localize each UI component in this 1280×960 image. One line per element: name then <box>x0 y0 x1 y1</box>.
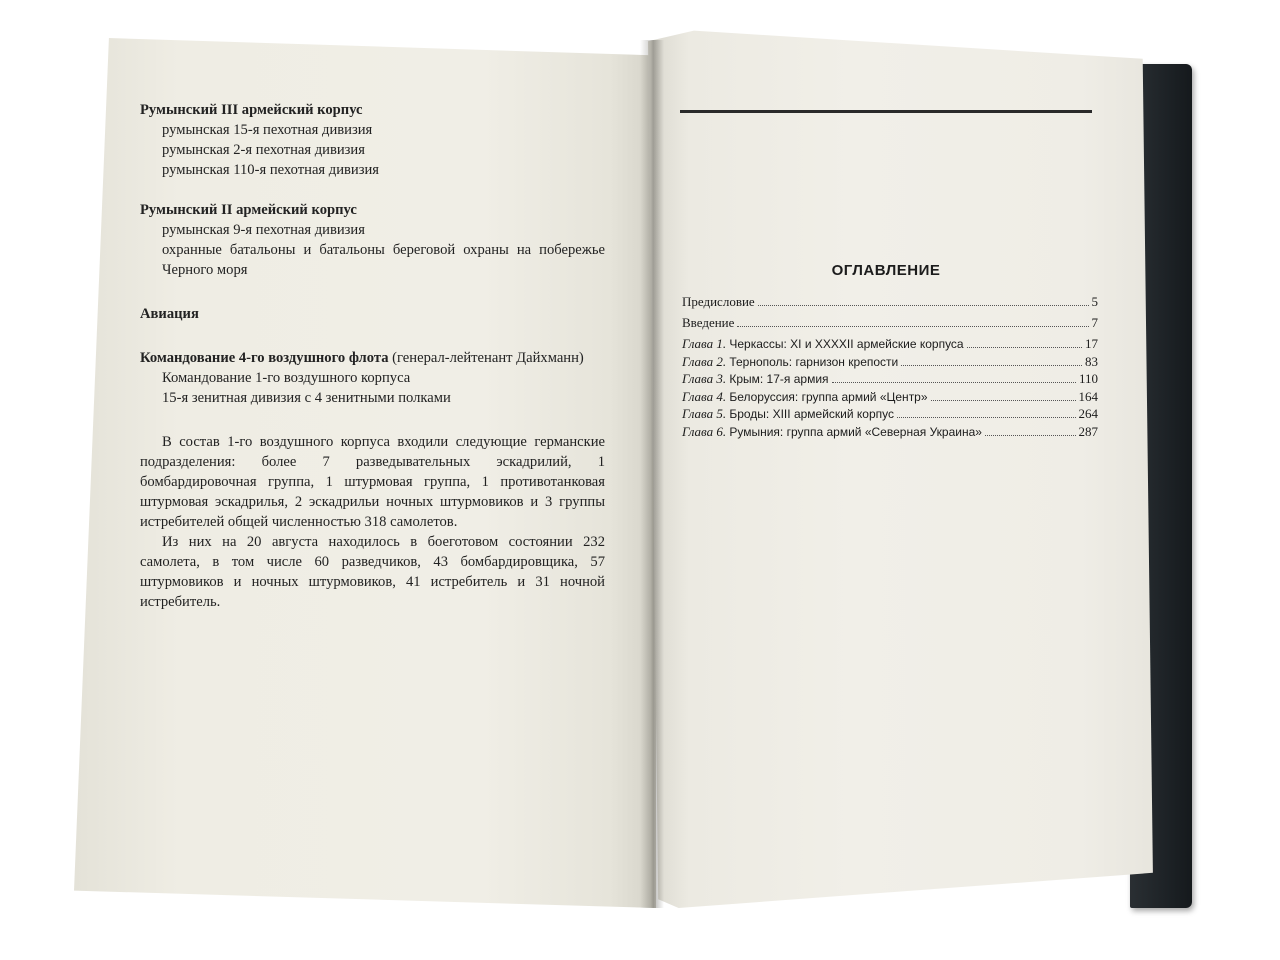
toc-leader-dots <box>931 400 1076 401</box>
toc-entry-title: Введение <box>682 315 735 330</box>
table-of-contents <box>682 294 1098 441</box>
air-fleet-commander: (генерал-лейтенант Дайхманн) <box>388 350 584 366</box>
toc-entry-title: Броды: XIII армейский корпус <box>729 407 894 421</box>
toc-entry <box>682 294 1098 315</box>
toc-leader-dots <box>967 347 1082 348</box>
coastal-guard-item: охранные батальоны и батальоны береговой охраны на побережье Черного моря <box>162 242 605 278</box>
toc-entry-title: Крым: 17-я армия <box>729 372 829 386</box>
toc-chapter-label: Глава 6. <box>682 423 727 439</box>
toc-title: ОГЛАВЛЕНИЕ <box>831 262 941 279</box>
toc-leader-dots <box>758 305 1089 306</box>
division-item: румынская 15-я пехотная дивизия <box>162 122 373 138</box>
toc-entry-title: Черкассы: XI и XXXXII армейские корпуса <box>729 337 964 351</box>
paragraph-composition: В состав 1-го воздушного корпуса входили следующие германские подразделения: более 7 разведывательных эскадрилий, 1 бомбардировочная группа, 1 штурмовая группа, 1 противотанковая штурмовая эскадрилья, 2 эскадрильи ночных штурмовиков и 3 группы истребителей общей численностью 318 самолетов. <box>140 434 605 530</box>
division-item: румынская 9-я пехотная дивизия <box>162 222 365 238</box>
toc-chapter-label: Глава 1. <box>682 336 727 351</box>
air-fleet-title-bold: Командование 4-го воздушного флота <box>140 350 389 366</box>
book-gutter <box>640 40 664 908</box>
toc-leader-dots <box>832 382 1076 383</box>
toc-entry <box>682 354 1098 372</box>
header-rule <box>680 110 1092 113</box>
air-fleet-title <box>140 348 605 368</box>
toc-leader-dots <box>985 435 1076 436</box>
toc-entry <box>682 424 1098 442</box>
toc-entry-title: Белоруссия: группа армий «Центр» <box>729 389 928 404</box>
toc-entry <box>682 389 1098 407</box>
toc-entry-page: 110 <box>1078 371 1098 386</box>
toc-entry <box>682 406 1098 424</box>
toc-entry-page: 164 <box>1078 388 1098 404</box>
toc-entry-page: 7 <box>1091 315 1098 330</box>
right-page <box>648 28 1158 908</box>
toc-chapter-label: Глава 5. <box>682 406 727 421</box>
toc-entry-page: 264 <box>1078 406 1098 421</box>
toc-entry-title: Предисловие <box>682 294 755 309</box>
flak-division-item: 15-я зенитная дивизия с 4 зенитными полками <box>162 390 451 406</box>
toc-entry-page: 17 <box>1085 336 1098 351</box>
air-corps-item: Командование 1-го воздушного корпуса <box>162 370 411 386</box>
toc-entry-page: 287 <box>1078 423 1098 439</box>
division-item: румынская 110-я пехотная дивизия <box>162 162 380 178</box>
corps-3-title: Румынский III армейский корпус <box>140 102 363 118</box>
toc-leader-dots <box>897 417 1076 418</box>
toc-leader-dots <box>901 365 1082 366</box>
toc-entry-page: 5 <box>1091 294 1098 309</box>
toc-entry <box>682 371 1098 389</box>
corps-2-title: Румынский II армейский корпус <box>140 202 357 218</box>
aviation-heading: Авиация <box>140 306 199 322</box>
paragraph-readiness: Из них на 20 августа находилось в боеготовом состоянии 232 самолета, в том числе 60 разведчиков, 43 бомбардировщика, 57 штурмовиков и ночных штурмовиков, 41 истребитель и 31 ночной истребитель. <box>140 534 605 610</box>
left-page-text <box>140 100 605 612</box>
toc-entry-title: Румыния: группа армий «Северная Украина» <box>729 424 982 439</box>
toc-leader-dots <box>737 326 1088 327</box>
toc-entry <box>682 336 1098 354</box>
division-item: румынская 2-я пехотная дивизия <box>162 142 365 158</box>
toc-chapter-label: Глава 2. <box>682 353 727 369</box>
toc-chapter-label: Глава 3. <box>682 371 727 386</box>
toc-chapter-label: Глава 4. <box>682 388 727 404</box>
toc-entry-title: Тернополь: гарнизон крепости <box>729 354 899 369</box>
toc-entry <box>682 315 1098 336</box>
toc-entry-page: 83 <box>1085 353 1098 369</box>
